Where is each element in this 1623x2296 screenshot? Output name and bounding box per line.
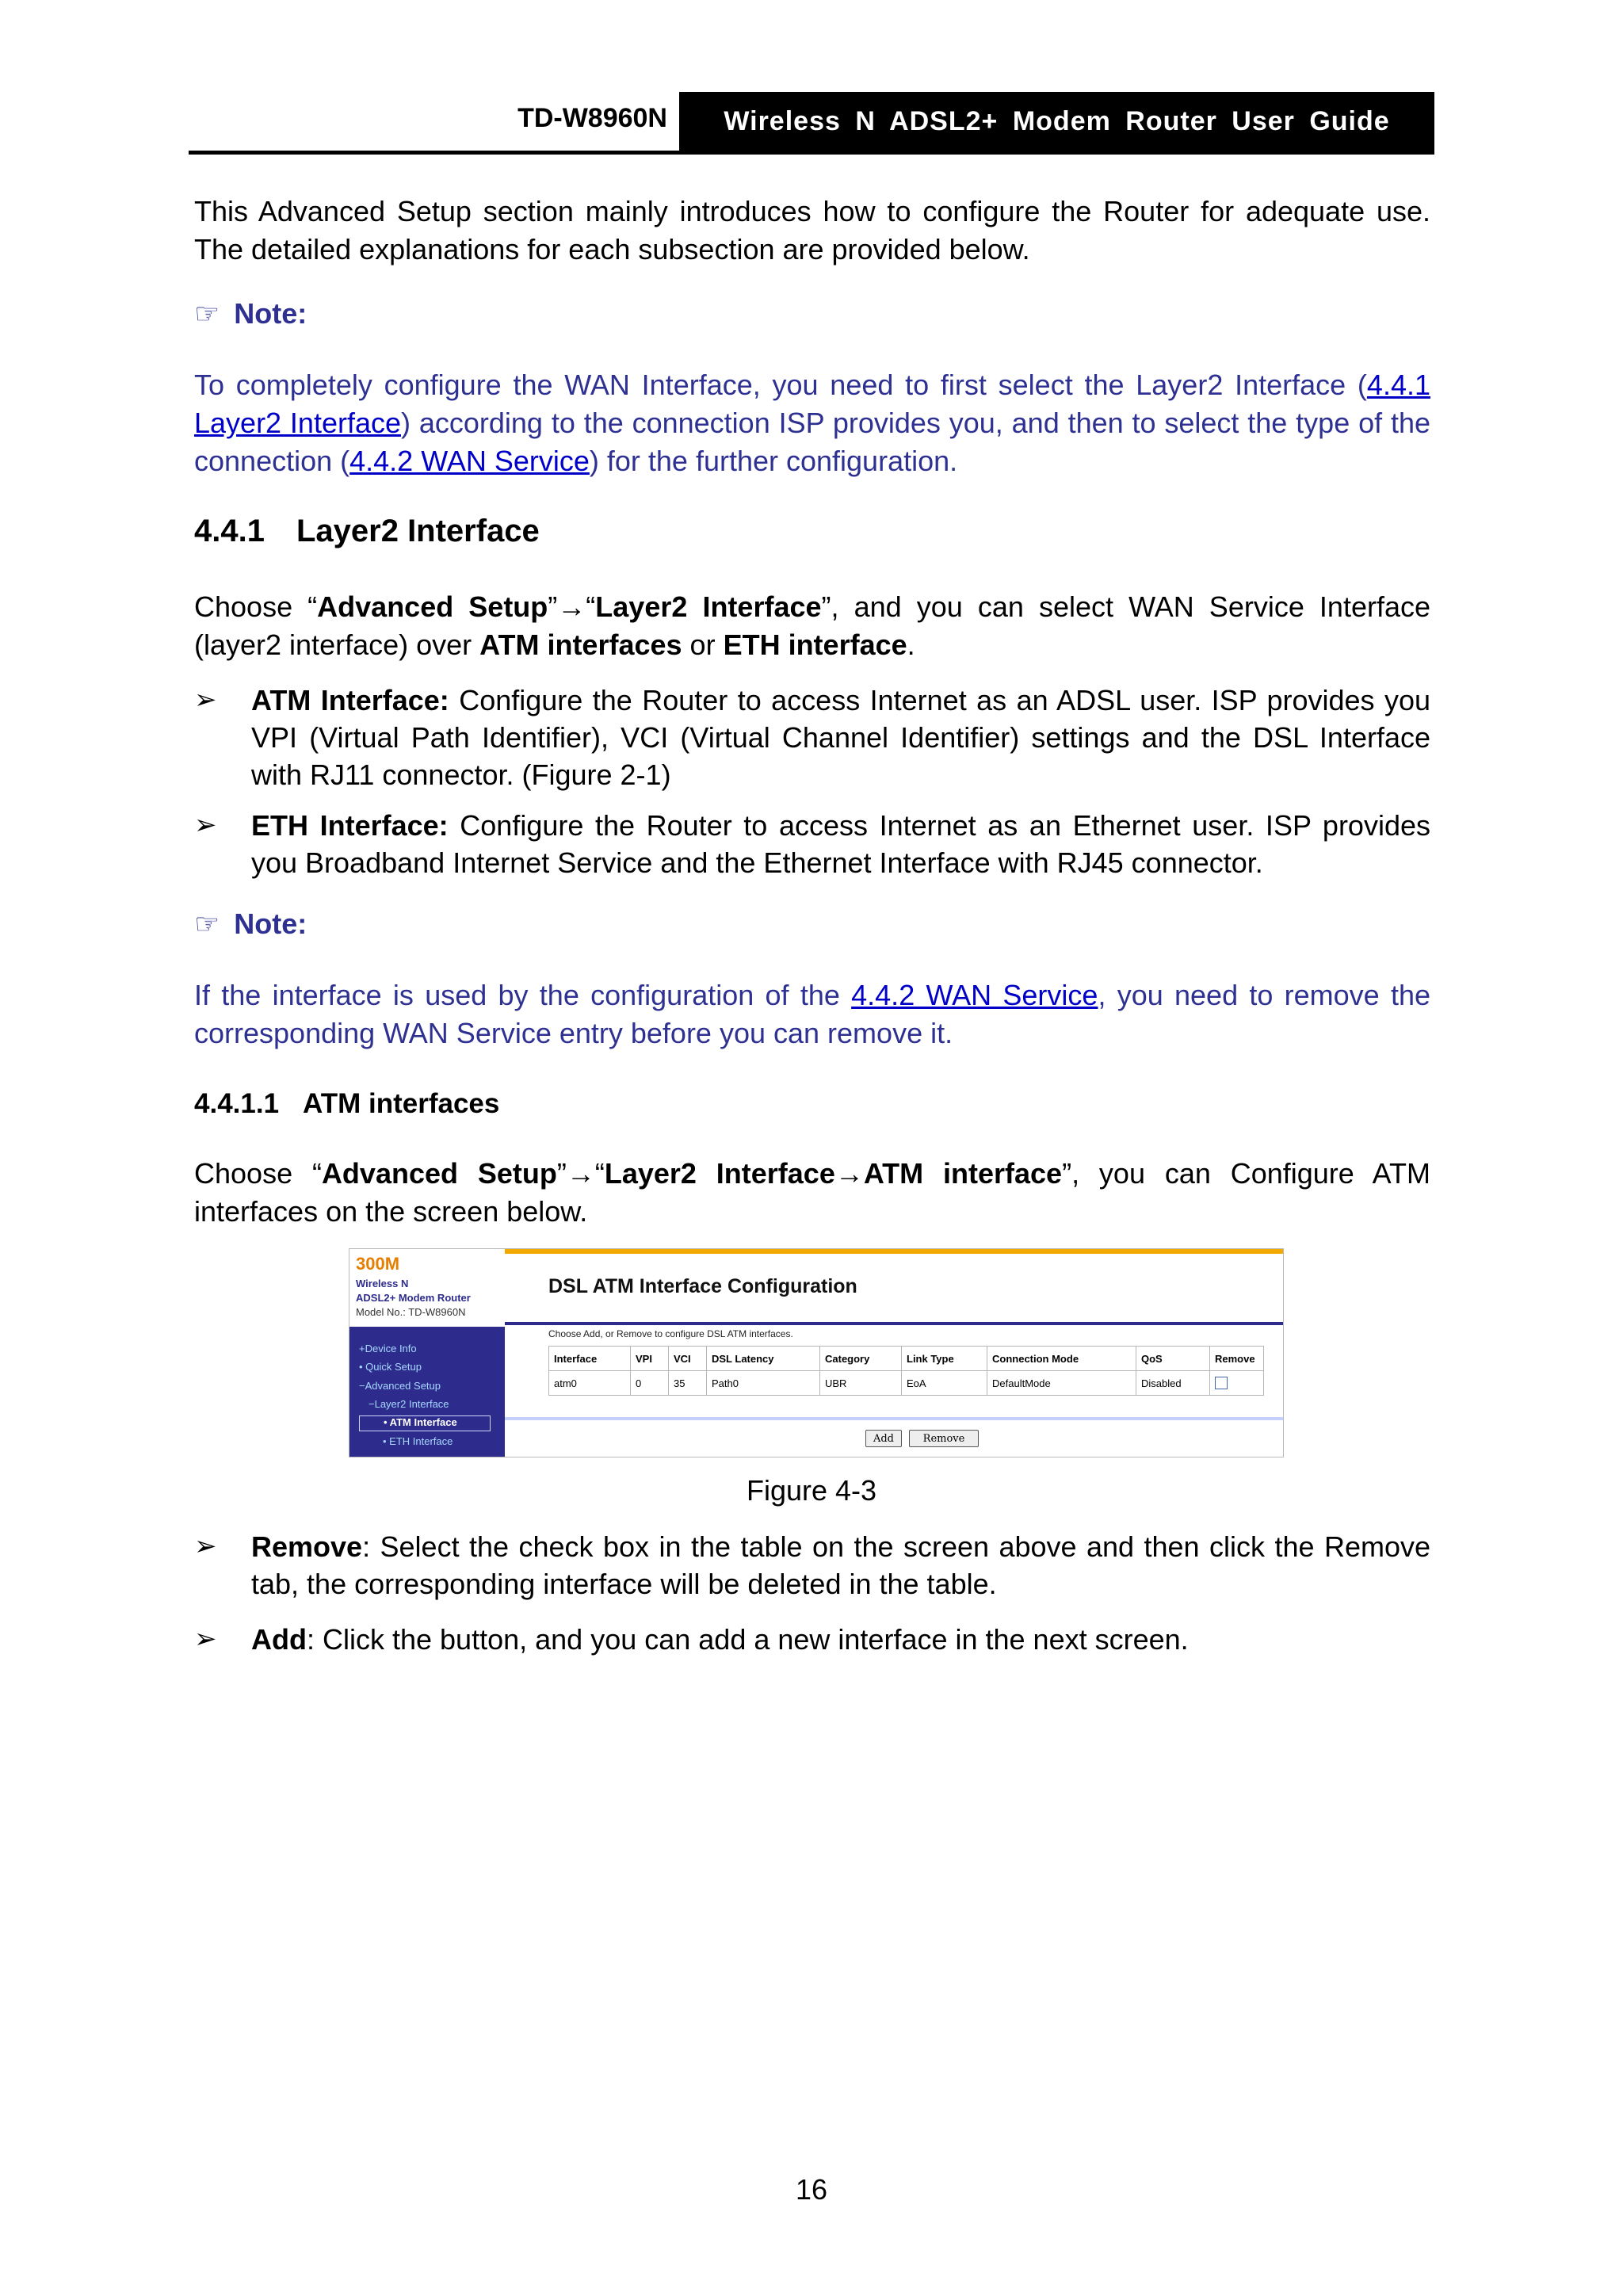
note-heading-1 [194, 297, 307, 330]
title-divider [505, 1322, 1283, 1325]
note1-part1: To completely configure the WAN Interface, you need to first select the Layer2 Interface ( [194, 369, 1367, 401]
col-category: Category [820, 1347, 902, 1371]
col-qos: QoS [1136, 1347, 1210, 1371]
note1-part3: ) for the further configuration. [589, 445, 958, 477]
header-rule [189, 151, 1434, 155]
router-sub1: Wireless N [356, 1278, 409, 1289]
cell-dsl-latency: Path0 [707, 1371, 820, 1396]
table-header-row [549, 1347, 1264, 1371]
router-page-title: DSL ATM Interface Configuration [548, 1275, 857, 1297]
text: ”, you can Configure ATM interfaces on the screen below. [194, 1157, 1431, 1228]
note2-part2: , you need to remove the corresponding WAN Service entry before you can remove it. [194, 979, 1431, 1049]
col-interface: Interface [549, 1347, 631, 1371]
page-number: 16 [795, 2173, 828, 2206]
arrow-text: ”→“ [556, 1157, 605, 1190]
add-button[interactable]: Add [865, 1430, 902, 1447]
text: Choose “ [194, 590, 318, 623]
bullet-term: ETH Interface: [251, 809, 449, 842]
menu-atm-interface[interactable] [359, 1415, 491, 1431]
note-label: Note: [234, 297, 307, 330]
menu-atm-interface-label: • ATM Interface [384, 1416, 457, 1428]
bullet-text: : Click the button, and you can add a new interface in the next screen. [306, 1623, 1189, 1656]
cell-interface: atm0 [549, 1371, 631, 1396]
bullet-atm-interface [194, 682, 1430, 793]
router-model: Model No.: TD-W8960N [356, 1306, 466, 1318]
arrowhead-bullet-icon: ➢ [194, 1624, 217, 1654]
router-screenshot [349, 1248, 1284, 1457]
menu-layer2-interface[interactable]: −Layer2 Interface [369, 1398, 449, 1410]
bullet-term: Add [251, 1623, 307, 1656]
cell-remove [1210, 1371, 1264, 1396]
link-layer2-interface[interactable]: 4.4.1 Layer2 Interface [194, 369, 1430, 439]
guide-title: Wireless N ADSL2+ Modem Router User Guide [679, 92, 1434, 151]
subsection-number: 4.4.1.1 [194, 1088, 280, 1119]
bottom-divider [505, 1417, 1283, 1420]
menu-advanced-setup[interactable]: −Advanced Setup [359, 1380, 441, 1392]
text: . [907, 628, 915, 661]
note-text-1 [194, 366, 1430, 480]
bullet-text: Configure the Router to access Internet as an Ethernet user. ISP provides you Broadband Internet Service and the Ethernet Interface with RJ45 connector. [251, 809, 1430, 879]
router-brand: 300M [356, 1254, 400, 1274]
model-name: TD-W8960N [517, 103, 667, 133]
section-number: 4.4.1 [194, 514, 265, 548]
menu-eth-interface[interactable]: • ETH Interface [383, 1435, 453, 1447]
bold-atm-interfaces: ATM interfaces [479, 628, 682, 661]
intro-paragraph: This Advanced Setup section mainly introduces how to configure the Router for adequate use. The detailed explanations for each subsection are provided below. [194, 195, 1430, 266]
menu-quick-setup[interactable]: • Quick Setup [359, 1361, 422, 1373]
link-wan-service[interactable]: 4.4.2 WAN Service [851, 979, 1098, 1011]
subsection-title: ATM interfaces [303, 1088, 500, 1119]
note1-part2: ) according to the connection ISP provides you, and then to select the type of the connection ( [194, 407, 1431, 477]
arrowhead-bullet-icon: ➢ [194, 1531, 217, 1561]
figure-caption: Figure 4-3 [746, 1474, 877, 1507]
bullet-eth-interface [194, 807, 1430, 881]
menu-device-info[interactable]: +Device Info [359, 1343, 417, 1354]
bullet-term: ATM Interface: [251, 684, 449, 716]
arrowhead-bullet-icon: ➢ [194, 685, 217, 715]
section-heading [194, 514, 540, 549]
router-sub2: ADSL2+ Modem Router [356, 1292, 471, 1304]
arrow-text: ”→“ [548, 590, 596, 623]
bold-atm-interface-path: Layer2 Interface→ATM interface [604, 1157, 1063, 1190]
note-text-2 [194, 976, 1430, 1052]
arrowhead-bullet-icon: ➢ [194, 810, 217, 840]
router-sidebar [349, 1249, 505, 1457]
router-page-desc: Choose Add, or Remove to configure DSL ATM interfaces. [548, 1328, 793, 1339]
pointing-hand-icon: ☞ [194, 297, 220, 330]
bold-eth-interface: ETH interface [723, 628, 907, 661]
router-main-panel [505, 1249, 1283, 1457]
bold-advanced-setup: Advanced Setup [321, 1157, 557, 1190]
col-remove: Remove [1210, 1347, 1264, 1371]
text: Choose “ [194, 1157, 322, 1190]
section-title: Layer2 Interface [296, 514, 540, 548]
bullet-text: : Select the check box in the table on the screen above and then click the Remove tab, the corresponding interface will be deleted in the table. [251, 1530, 1430, 1600]
note-label: Note: [234, 907, 307, 940]
bullet-term: Remove [251, 1530, 363, 1563]
cell-qos: Disabled [1136, 1371, 1210, 1396]
bullet-add [194, 1621, 1430, 1658]
col-vci: VCI [669, 1347, 707, 1371]
bullet-text: Configure the Router to access Internet as an ADSL user. ISP provides you VPI (Virtual Path Identifier), VCI (Virtual Channel Identifier) settings and the DSL Interface with RJ11 connector. (Figure 2-1) [251, 684, 1431, 791]
note-heading-2 [194, 907, 307, 941]
text: or [682, 628, 724, 661]
subsection-choose-paragraph [194, 1155, 1430, 1231]
top-accent-bar [505, 1249, 1283, 1254]
col-link-type: Link Type [902, 1347, 987, 1371]
link-wan-service[interactable]: 4.4.2 WAN Service [349, 445, 590, 477]
section-choose-paragraph [194, 588, 1430, 664]
cell-vci: 35 [669, 1371, 707, 1396]
col-vpi: VPI [631, 1347, 669, 1371]
pointing-hand-icon: ☞ [194, 907, 220, 940]
cell-link-type: EoA [902, 1371, 987, 1396]
text: ”, and you can select WAN Service Interface (layer2 interface) over [194, 590, 1431, 661]
cell-category: UBR [820, 1371, 902, 1396]
bold-advanced-setup: Advanced Setup [317, 590, 548, 623]
bullet-remove [194, 1528, 1430, 1603]
router-logo-area [349, 1249, 505, 1328]
bold-layer2-interface: Layer2 Interface [595, 590, 822, 623]
note2-part1: If the interface is used by the configuration of the [194, 979, 852, 1011]
table-row [549, 1371, 1264, 1396]
col-dsl-latency: DSL Latency [707, 1347, 820, 1371]
remove-button[interactable]: Remove [909, 1430, 979, 1447]
cell-connection-mode: DefaultMode [987, 1371, 1136, 1396]
remove-checkbox[interactable] [1215, 1377, 1228, 1389]
col-connection-mode: Connection Mode [987, 1347, 1136, 1371]
atm-interface-table [548, 1346, 1264, 1396]
subsection-heading [194, 1088, 499, 1120]
cell-vpi: 0 [631, 1371, 669, 1396]
